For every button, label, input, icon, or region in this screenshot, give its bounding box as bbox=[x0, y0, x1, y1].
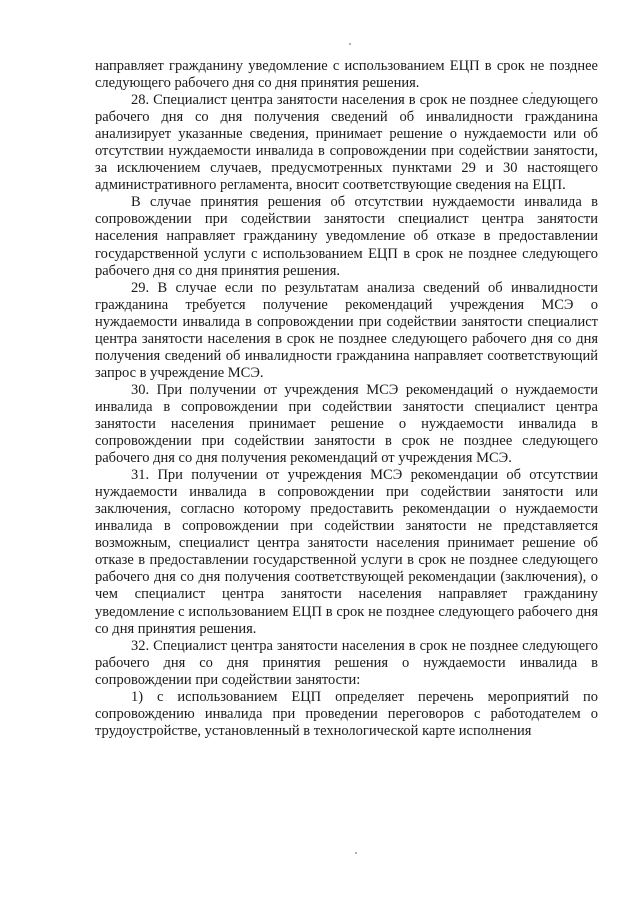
paragraph-item-32: 32. Специалист центра занятости населения в срок не позднее следующего рабочего дня со дня принятия решения о нуждаемости инвалида в сопровождении при содействии занятости: bbox=[95, 637, 598, 688]
paragraph-item-28: 28. Специалист центра занятости населения в срок не позднее следующего рабочего дня со дня получения сведений об инвалидности гражданина анализирует указанные сведения, принимает решение о нуждаемости или об отсутствии нуждаемости инвалида в сопровождении при содействии занятости, за исключением случаев, предусмотренных пунктами 29 и 30 настоящего административного регламента, вносит соответствующие сведения на ЕЦП. bbox=[95, 92, 598, 194]
paragraph-item-30: 30. При получении от учреждения МСЭ рекомендаций о нуждаемости инвалида в сопровождении при содействии занятости специалист центра занятости населения принимает решение о нуждаемости инвалида в сопровождении при содействии занятости в срок не позднее следующего рабочего дня со дня получения рекомендаций от учреждения МСЭ. bbox=[95, 381, 598, 467]
paragraph-subitem-1: 1) с использованием ЕЦП определяет перечень мероприятий по сопровождению инвалида при проведении переговоров с работодателем о трудоустройстве, установленный в технологической карте исполнения bbox=[95, 688, 598, 739]
scan-speck bbox=[349, 43, 351, 45]
paragraph-continuation: направляет гражданину уведомление с использованием ЕЦП в срок не позднее следующего рабочего дня со дня принятия решения. bbox=[95, 58, 598, 92]
scan-speck bbox=[355, 852, 357, 854]
document-body bbox=[95, 58, 598, 740]
paragraph-refusal-notice: В случае принятия решения об отсутствии нуждаемости инвалида в сопровождении при содействии занятости специалист центра занятости населения направляет гражданину уведомление об отказе в предоставлении государственной услуги с использованием ЕЦП в срок не позднее следующего рабочего дня со дня принятия решения. bbox=[95, 194, 598, 279]
paragraph-item-31: 31. При получении от учреждения МСЭ рекомендации об отсутствии нуждаемости инвалида в сопровождении при содействии занятости или заключения, согласно которому предоставить рекомендации о нуждаемости инвалида в сопровождении при содействии занятости не представляется возможным, специалист центра занятости населения принимает решение об отказе в предоставлении государственной услуги в срок не позднее следующего рабочего дня со дня получения соответствующей рекомендации (заключения), о чем специалист центра занятости населения направляет гражданину уведомление с использованием ЕЦП в срок не позднее следующего рабочего дня со дня принятия решения. bbox=[95, 467, 598, 637]
paragraph-item-29: 29. В случае если по результатам анализа сведений об инвалидности гражданина требуется получение рекомендаций учреждения МСЭ о нуждаемости инвалида в сопровождении при содействии занятости специалист центра занятости населения в срок не позднее следующего рабочего дня со дня получения сведений об инвалидности гражданина направляет соответствующий запрос в учреждение МСЭ. bbox=[95, 279, 598, 381]
